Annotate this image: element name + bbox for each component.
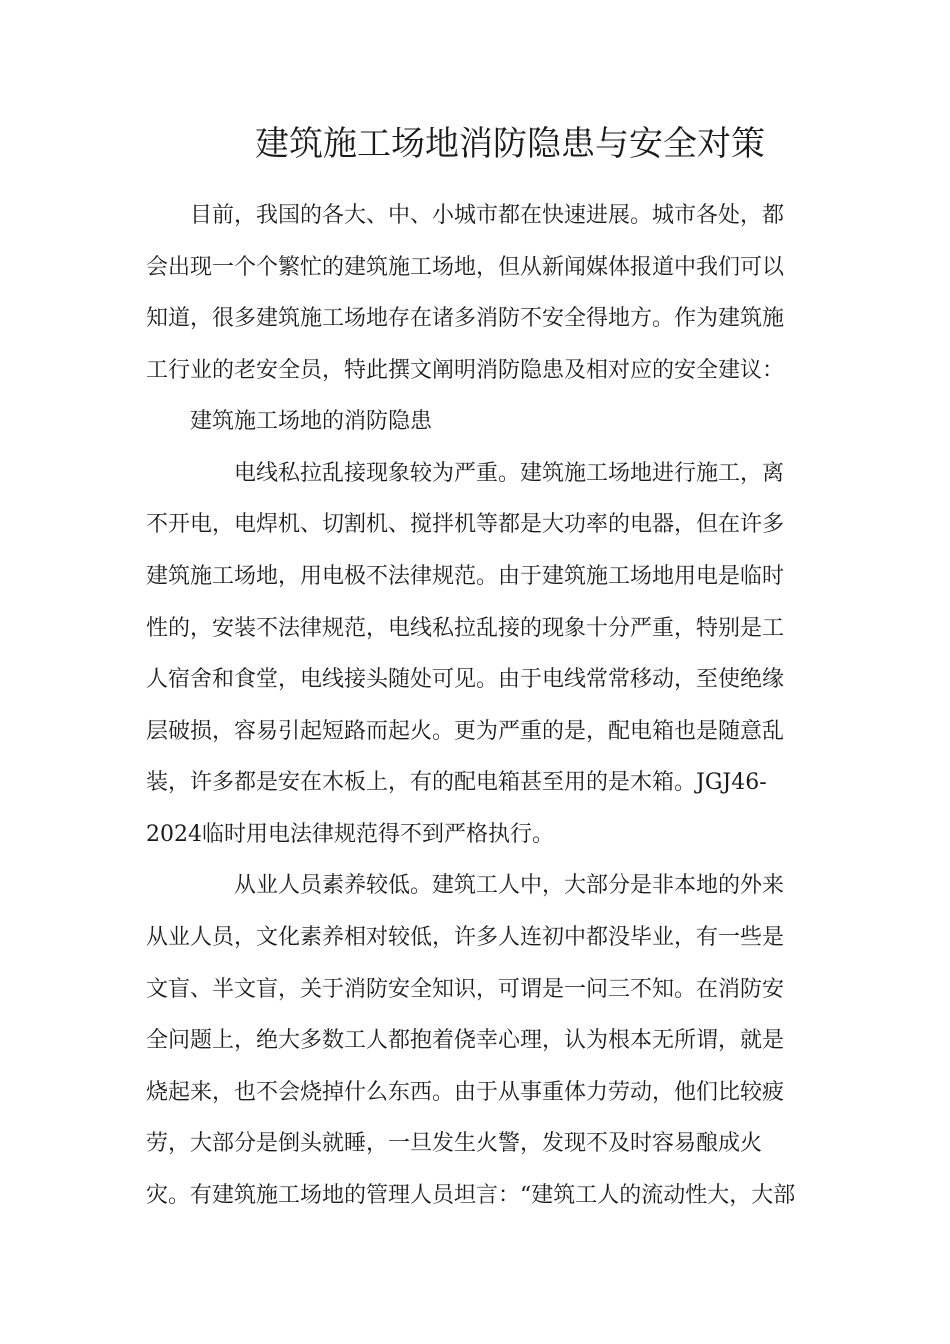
text-line: 工行业的老安全员，特此撰文阐明消防隐患及相对应的安全建议：: [146, 358, 785, 383]
text-line: 目前，我国的各大、中、小城市都在快速进展。城市各处，都: [146, 203, 785, 228]
text-line: 不开电，电焊机、切割机、搅拌机等都是大功率的电器，但在许多: [146, 512, 785, 537]
section-heading: 建筑施工场地的消防隐患: [146, 409, 433, 434]
text-line: 装，许多都是安在木板上，有的配电箱甚至用的是木箱。JGJ46-: [146, 770, 767, 795]
document-title: 建筑施工场地消防隐患与安全对策: [255, 124, 765, 164]
text-line: 灾。有建筑施工场地的管理人员坦言：“建筑工人的流动性大，大部: [146, 1183, 796, 1208]
text-line: 层破损，容易引起短路而起火。更为严重的是，配电箱也是随意乱: [146, 719, 785, 744]
text-line: 建筑施工场地，用电极不法律规范。由于建筑施工场地用电是临时: [146, 564, 785, 589]
text-line: 电线私拉乱接现象较为严重。建筑施工场地进行施工，离: [146, 461, 785, 486]
text-line: 劳，大部分是倒头就睡，一旦发生火警，发现不及时容易酿成火: [146, 1131, 763, 1156]
text-line: 会出现一个个繁忙的建筑施工场地，但从新闻媒体报道中我们可以: [146, 255, 785, 280]
text-line: 2024临时用电法律规范得不到严格执行。: [146, 822, 554, 847]
text-line: 全问题上，绝大多数工人都抱着侥幸心理，认为根本无所谓，就是: [146, 1028, 785, 1053]
text-line: 人宿舍和食堂，电线接头随处可见。由于电线常常移动，至使绝缘: [146, 667, 785, 692]
text-line: 知道，很多建筑施工场地存在诸多消防不安全得地方。作为建筑施: [146, 306, 785, 331]
text-line: 烧起来，也不会烧掉什么东西。由于从事重体力劳动，他们比较疲: [146, 1080, 785, 1105]
text-line: 性的，安装不法律规范，电线私拉乱接的现象十分严重，特别是工: [146, 616, 785, 641]
text-line: 从业人员，文化素养相对较低，许多人连初中都没毕业，有一些是: [146, 925, 785, 950]
text-line: 文盲、半文盲，关于消防安全知识，可谓是一问三不知。在消防安: [146, 977, 785, 1002]
text-line: 从业人员素养较低。建筑工人中，大部分是非本地的外来: [146, 873, 785, 898]
